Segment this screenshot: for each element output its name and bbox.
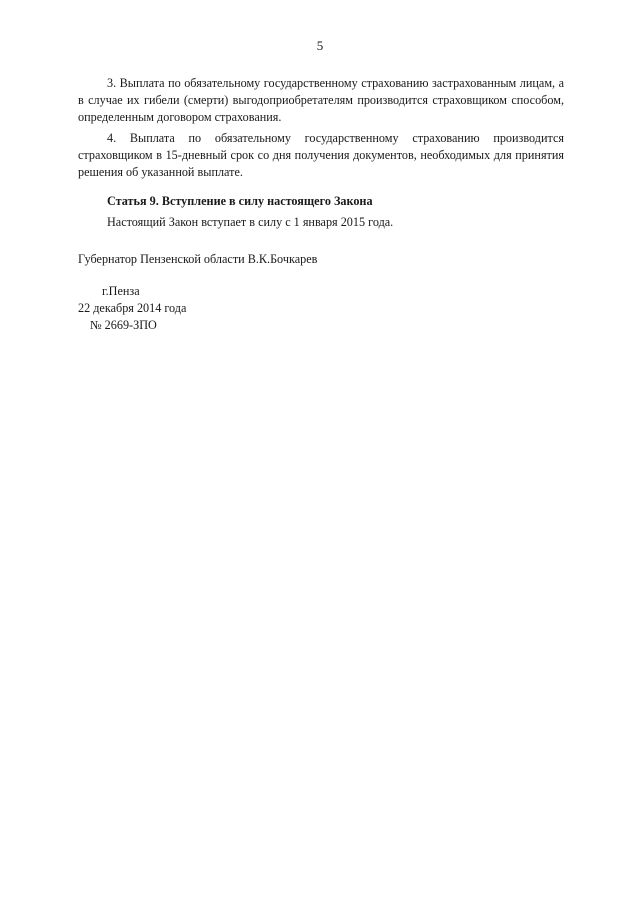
law-number: № 2669-ЗПО <box>90 318 157 332</box>
document-body <box>78 75 564 231</box>
issue-details <box>78 283 186 334</box>
article-9-text: Настоящий Закон вступает в силу с 1 января 2015 года. <box>107 215 394 229</box>
paragraph-4: 4. Выплата по обязательному государственному страхованию производится страховщиком в 15-дневный срок со дня получения документов, необходимых для принятия решения об указанной выплате. <box>78 131 564 179</box>
issue-city: г.Пенза <box>102 284 140 298</box>
paragraph-3: 3. Выплата по обязательному государственному страхованию застрахованным лицам, а в случае их гибели (смерти) выгодоприобретателям производится страховщиком способом, определенным договором страхования. <box>78 76 564 124</box>
page-number: 5 <box>316 38 324 53</box>
governor-signature: Губернатор Пензенской области В.К.Бочкарев <box>78 252 318 266</box>
issue-date: 22 декабря 2014 года <box>78 301 187 315</box>
article-9-title: Статья 9. Вступление в силу настоящего Закона <box>107 194 373 208</box>
